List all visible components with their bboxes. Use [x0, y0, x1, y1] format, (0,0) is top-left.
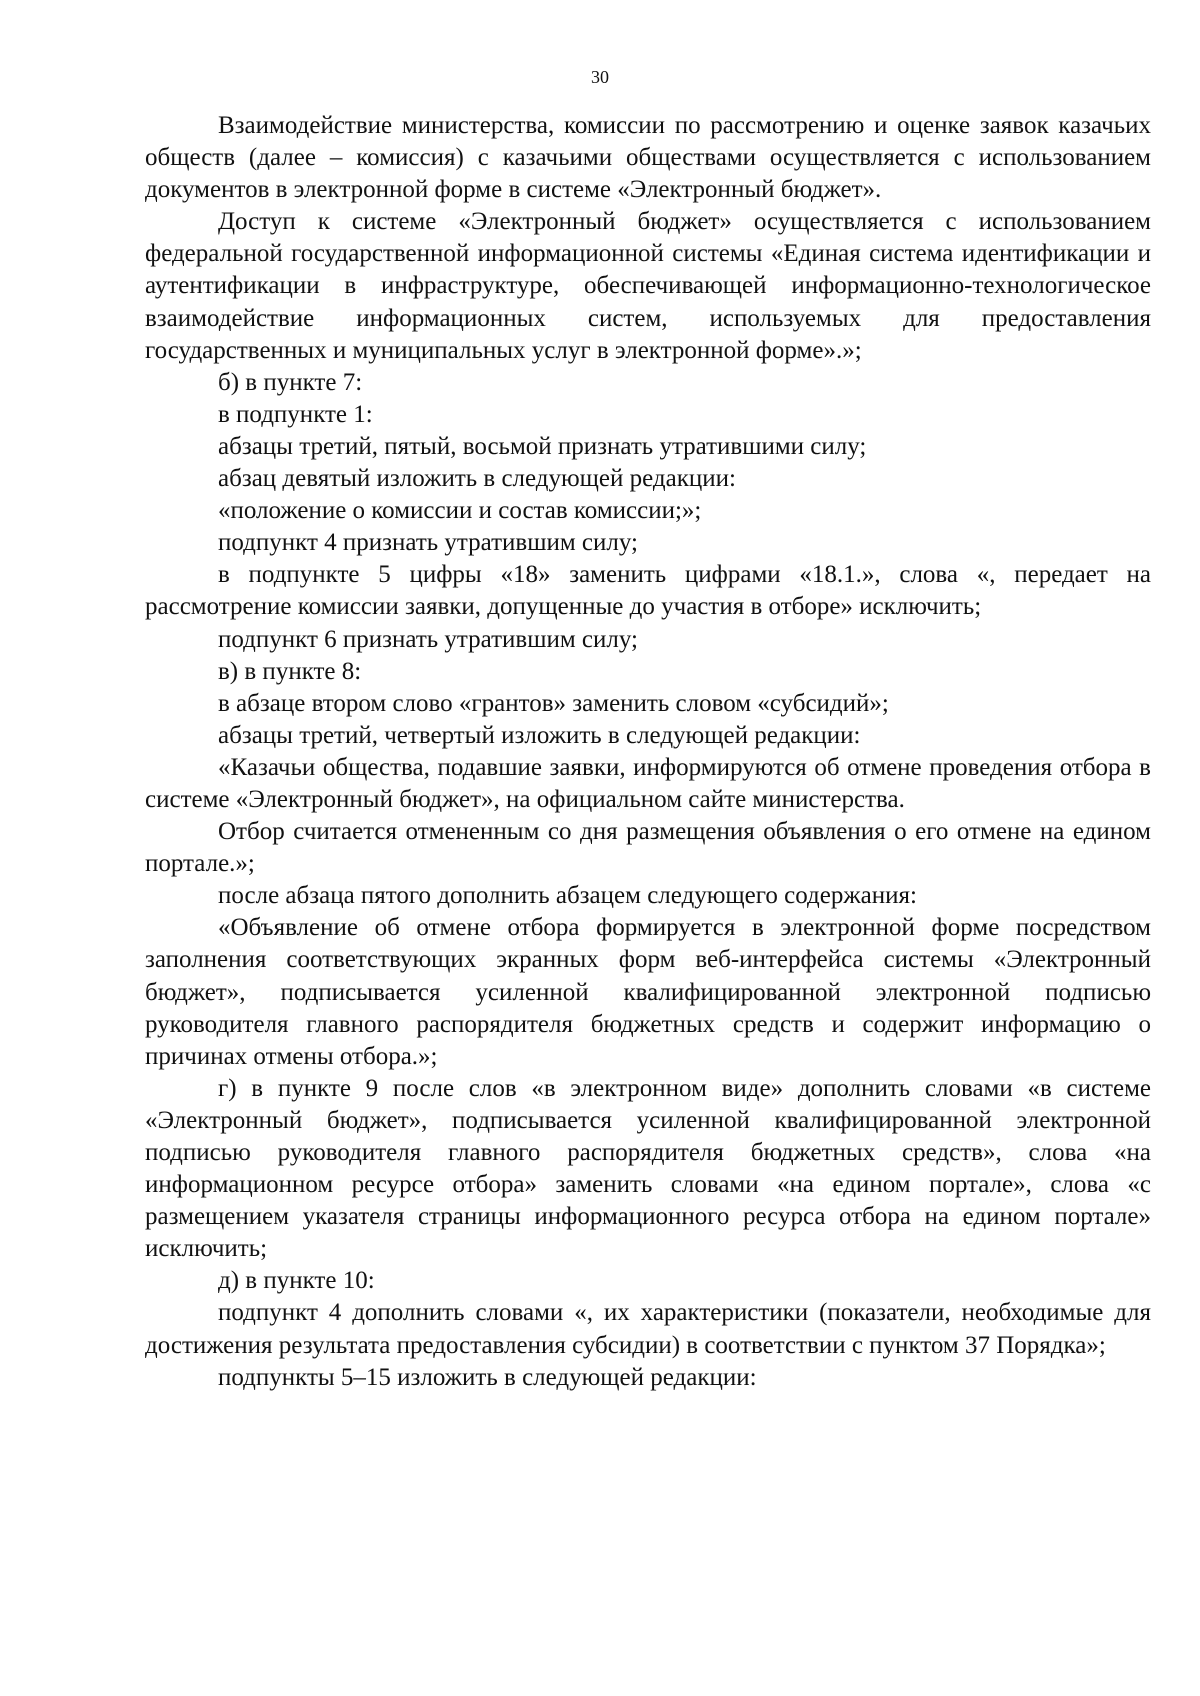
paragraph: «Казачьи общества, подавшие заявки, информируются об отмене проведения отбора в системе «Электронный бюджет», на официальном сайте министерства. — [145, 753, 1151, 813]
paragraph: в подпункте 1: — [218, 400, 373, 428]
document-body — [145, 110, 1151, 1394]
paragraph: подпункт 6 признать утратившим силу; — [218, 625, 638, 653]
paragraph: подпункты 5–15 изложить в следующей редакции: — [218, 1363, 757, 1391]
page-number: 30 — [591, 67, 609, 87]
paragraph: Взаимодействие министерства, комиссии по рассмотрению и оценке заявок казачьих обществ (далее – комиссия) с казачьими обществами осуществляется с использованием документов в электронной форме в системе «Электронный бюджет». — [145, 112, 1151, 204]
paragraph: абзацы третий, пятый, восьмой признать утратившими силу; — [218, 432, 867, 460]
paragraph: д) в пункте 10: — [218, 1267, 375, 1295]
paragraph: Доступ к системе «Электронный бюджет» осуществляется с использованием федеральной государственной информационной системы «Единая система идентификации и аутентификации в инфраструктуре, обеспечивающей информационно-технологическое взаимодействие информационных систем, используемых для предоставления государственных и муниципальных услуг в электронной форме».»; — [145, 208, 1151, 364]
paragraph: «Объявление об отмене отбора формируется в электронной форме посредством заполнения соответствующих экранных форм веб-интерфейса системы «Электронный бюджет», подписывается усиленной квалифицированной электронной подписью руководителя главного распорядителя бюджетных средств и содержит информацию о причинах отмены отбора.»; — [145, 914, 1151, 1070]
paragraph: в) в пункте 8: — [218, 657, 362, 685]
paragraph: абзац девятый изложить в следующей редакции: — [218, 465, 736, 493]
paragraph: после абзаца пятого дополнить абзацем следующего содержания: — [218, 882, 917, 910]
paragraph: подпункт 4 признать утратившим силу; — [218, 529, 638, 557]
paragraph: «положение о комиссии и состав комиссии;»; — [218, 497, 702, 525]
paragraph: г) в пункте 9 после слов «в электронном виде» дополнить словами «в системе «Электронный бюджет», подписывается усиленной квалифицированной электронной подписью руководителя главного распорядителя бюджетных средств», слова «на информационном ресурсе отбора» заменить словами «на едином портале», слова «с размещением указателя страницы информационного ресурса отбора на едином портале» исключить; — [145, 1074, 1151, 1263]
paragraph: в абзаце втором слово «грантов» заменить словом «субсидий»; — [218, 689, 889, 717]
paragraph: подпункт 4 дополнить словами «, их характеристики (показатели, необходимые для достижения результата предоставления субсидии) в соответствии с пунктом 37 Порядка»; — [145, 1299, 1151, 1359]
paragraph: Отбор считается отмененным со дня размещения объявления о его отмене на едином портале.»; — [145, 818, 1151, 878]
paragraph: б) в пункте 7: — [218, 368, 363, 396]
paragraph: абзацы третий, четвертый изложить в следующей редакции: — [218, 721, 861, 749]
paragraph: в подпункте 5 цифры «18» заменить цифрами «18.1.», слова «, передает на рассмотрение комиссии заявки, допущенные до участия в отборе» исключить; — [145, 561, 1151, 621]
